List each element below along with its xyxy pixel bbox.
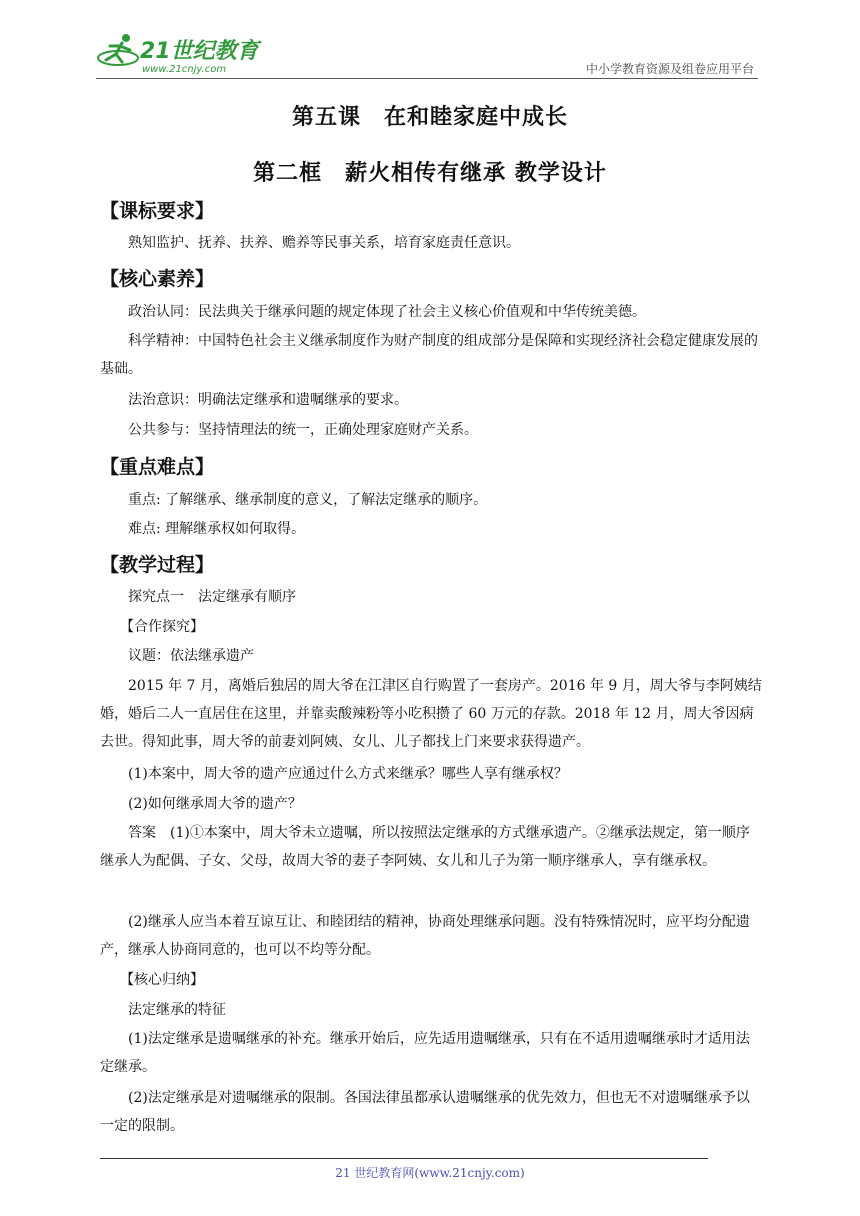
paragraph: 议题：依法继承遗产: [128, 648, 254, 664]
runner-head-icon: [122, 34, 130, 42]
lesson-subtitle: 第二框 薪火相传有继承 教学设计: [253, 161, 607, 186]
paragraph: 【核心归纳】: [120, 972, 204, 988]
paragraph: 2015 年 7 月，离婚后独居的周大爷在江津区自行购置了一套房产。2016 年 9 月，周大爷与李阿姨结婚，婚后二人一直居住在这里，并靠卖酸辣粉等小吃积攒了 60 万元的存款。2018 年 12 月，周大爷因病去世。得知此事，周大爷的前妻刘阿姨、女儿、儿子都找上门来要求获得遗产。: [100, 678, 762, 750]
paragraph: (1)本案中，周大爷的遗产应通过什么方式来继承？哪些人享有继承权？: [128, 766, 568, 782]
paragraph: 重点: 了解继承、继承制度的意义，了解法定继承的顺序。: [128, 492, 488, 508]
section-heading-suyang: 【核心素养】: [100, 268, 215, 290]
section-heading-guocheng: 【教学过程】: [100, 554, 215, 576]
lesson-title: 第五课 在和睦家庭中成长: [291, 105, 568, 130]
logo-sub-text: www.21cnjy.com: [142, 64, 227, 75]
paragraph: 难点: 理解继承权如何取得。: [128, 521, 306, 537]
paragraph: (2)继承人应当本着互谅互让、和睦团结的精神，协商处理继承问题。没有特殊情况时，应平均分配遗产，继承人协商同意的，也可以不均等分配。: [100, 914, 750, 958]
site-logo: [96, 30, 266, 78]
paragraph: (1)法定继承是遗嘱继承的补充。继承开始后，应先适用遗嘱继承，只有在不适用遗嘱继承时才适用法定继承。: [100, 1031, 750, 1075]
paragraph: 法定继承的特征: [128, 1002, 226, 1018]
paragraph: 科学精神：中国特色社会主义继承制度作为财产制度的组成部分是保障和实现经济社会稳定健康发展的基础。: [100, 333, 758, 377]
paragraph: 公共参与：坚持情理法的统一，正确处理家庭财产关系。: [128, 422, 478, 438]
header-platform-text: 中小学教育资源及组卷应用平台: [585, 62, 754, 76]
paragraph: 探究点一 法定继承有顺序: [128, 589, 296, 605]
section-heading-kebiao: 【课标要求】: [100, 200, 215, 222]
page-header: [96, 30, 756, 80]
footer-divider: [100, 1158, 708, 1159]
paragraph: 政治认同：民法典关于继承问题的规定体现了社会主义核心价值观和中华传统美德。: [128, 304, 646, 320]
paragraph: (2)如何继承周大爷的遗产？: [128, 796, 302, 812]
paragraph: (2)法定继承是对遗嘱继承的限制。各国法律虽都承认遗嘱继承的优先效力，但也无不对遗嘱继承予以一定的限制。: [100, 1090, 750, 1134]
logo-main-text: 21世纪教育: [140, 39, 259, 64]
paragraph: 熟知监护、抚养、扶养、赡养等民事关系，培育家庭责任意识。: [128, 235, 520, 251]
section-heading-zhongdian: 【重点难点】: [100, 456, 215, 478]
paragraph: 答案 (1)①本案中，周大爷未立遗嘱，所以按照法定继承的方式继承遗产。②继承法规定，第一顺序继承人为配偶、子女、父母，故周大爷的妻子李阿姨、女儿和儿子为第一顺序继承人，享有继承权。: [100, 825, 750, 869]
paragraph: 法治意识：明确法定继承和遗嘱继承的要求。: [128, 392, 408, 408]
header-divider: [96, 78, 758, 79]
paragraph: 【合作探究】: [120, 619, 204, 635]
footer-site-text: 21 世纪教育网(www.21cnjy.com): [335, 1166, 525, 1180]
